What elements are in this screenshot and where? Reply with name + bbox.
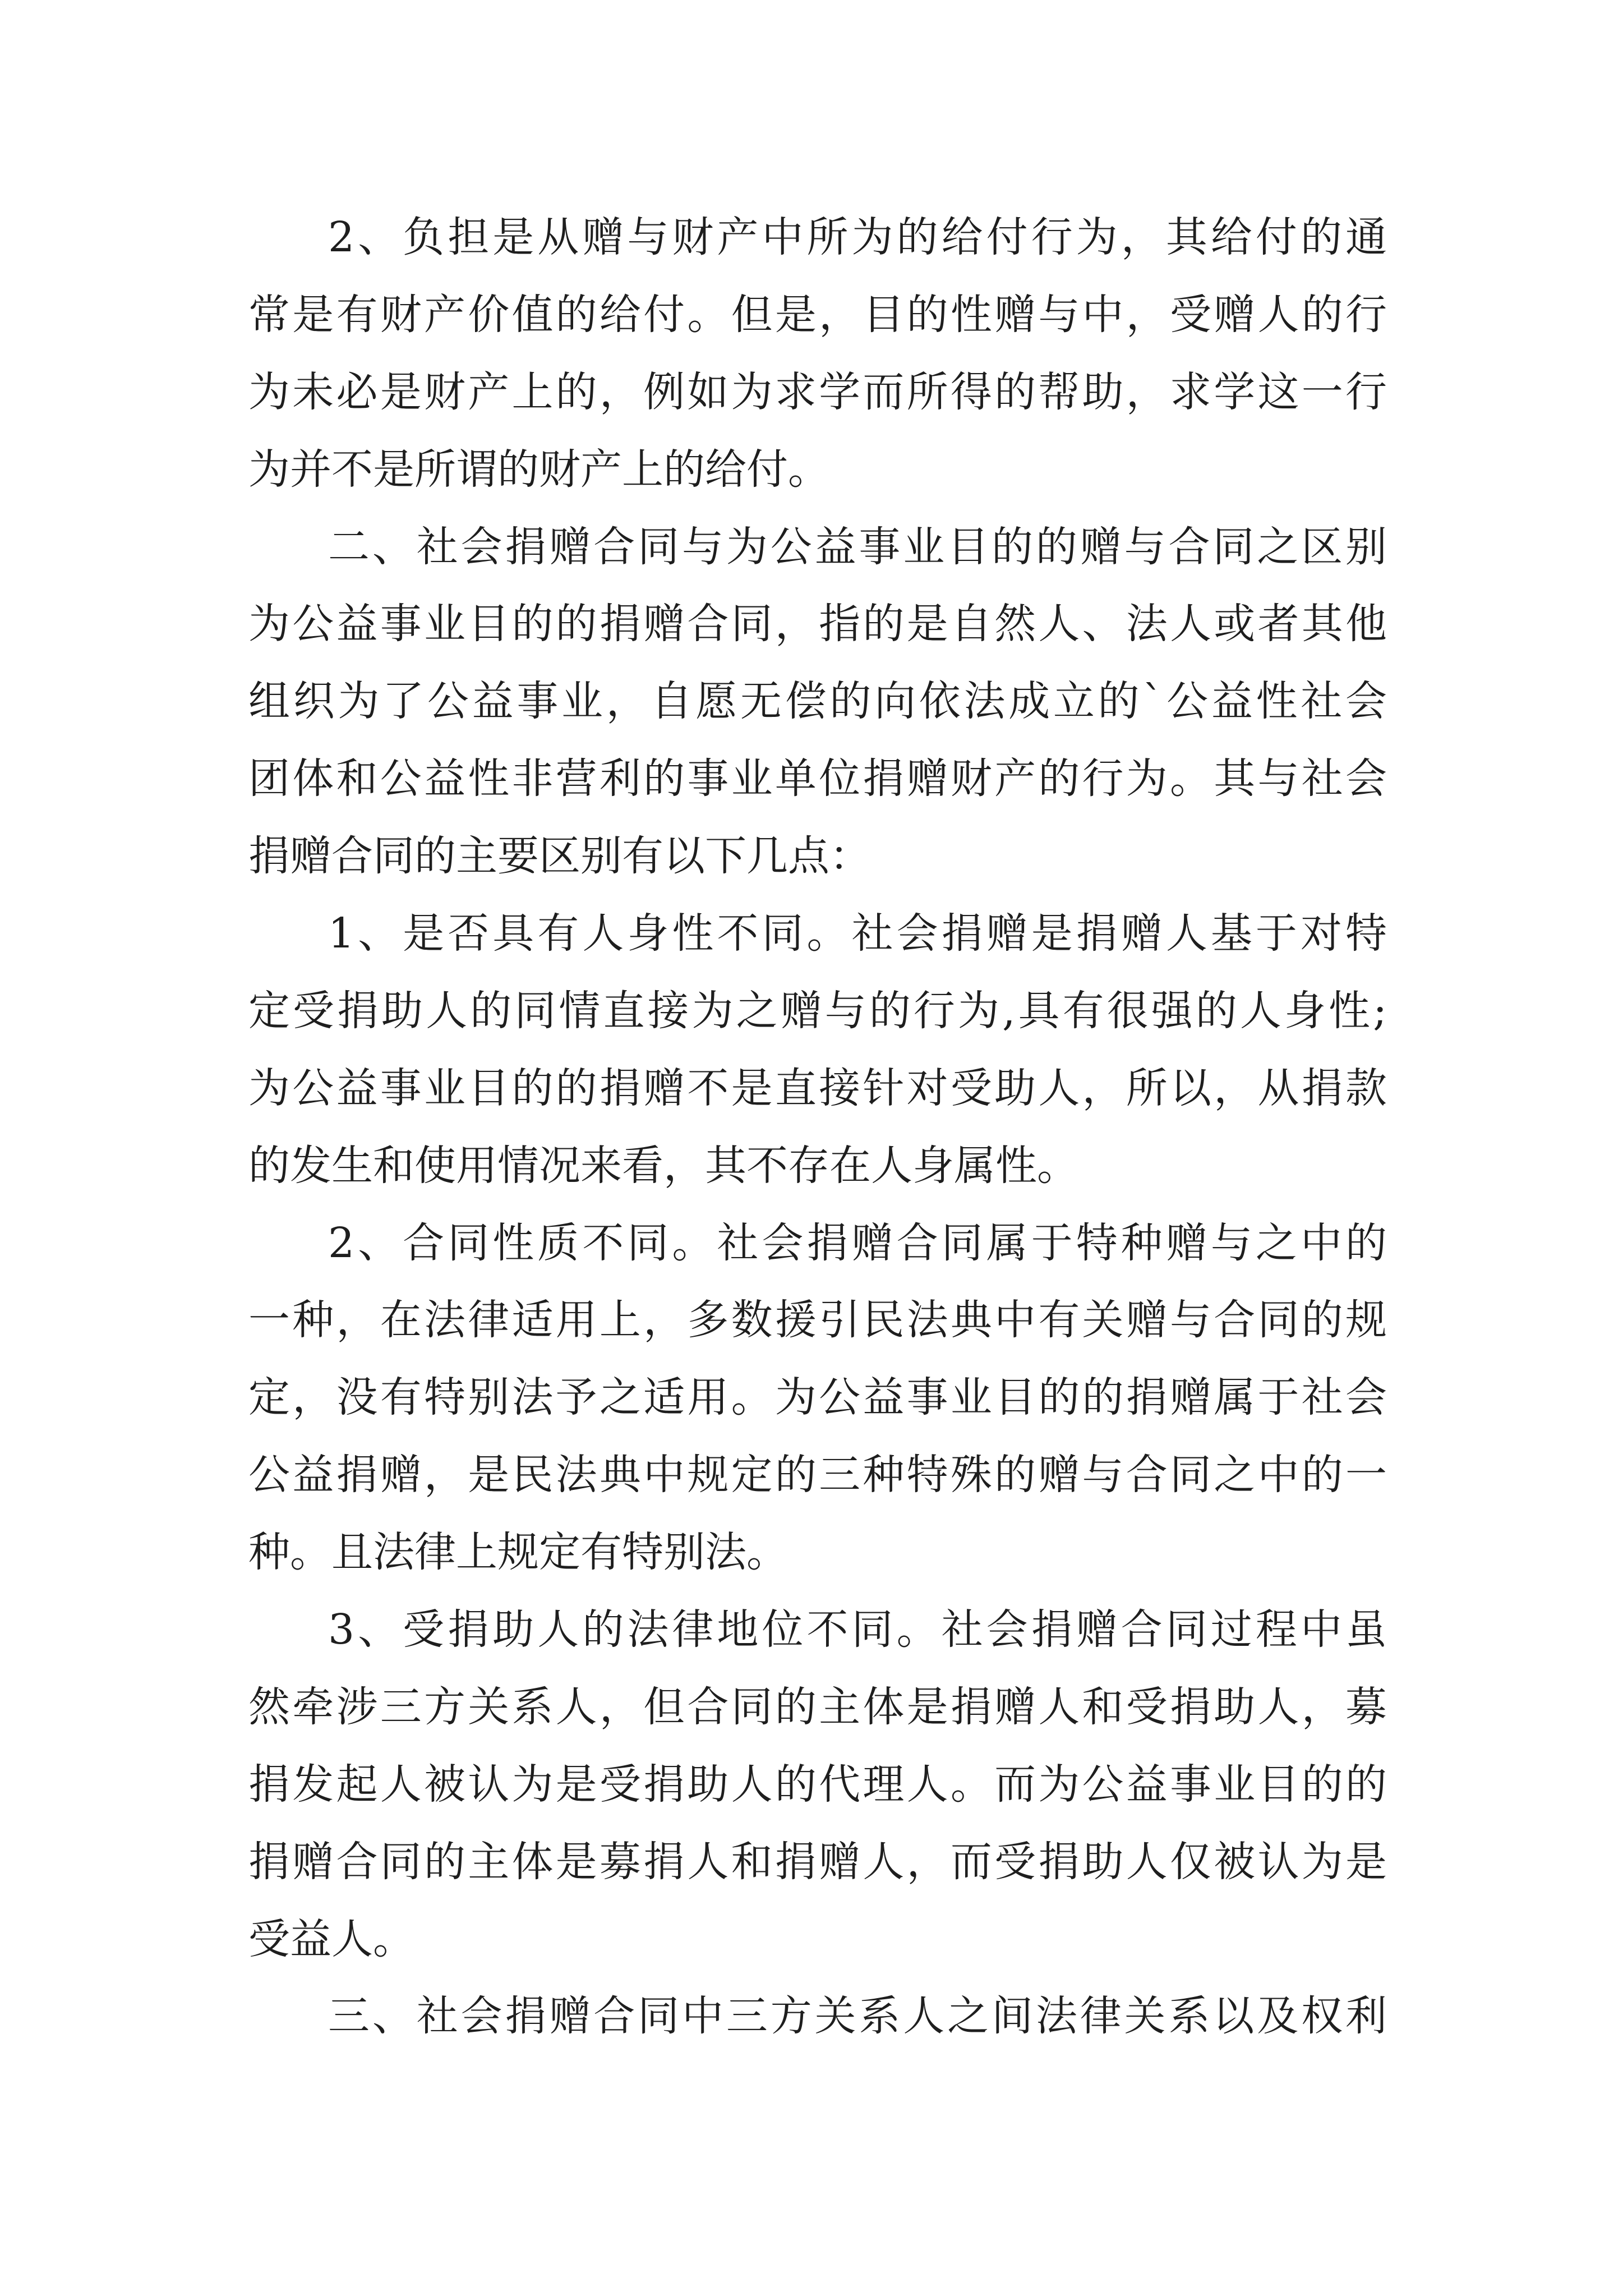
text-line: 一种，在法律适用上，多数援引民法典中有关赠与合同的规 (248, 1296, 1387, 1345)
text-line: 为未必是财产上的，例如为求学而所得的帮助，求学这一行 (248, 367, 1387, 416)
text-line: 团体和公益性非营利的事业单位捐赠财产的行为。其与社会 (248, 754, 1387, 803)
text-line: 常是有财产价值的给付。但是，目的性赠与中，受赠人的行 (248, 290, 1387, 339)
text-line: 为并不是所谓的财产上的给付。 (248, 445, 829, 494)
text-line: 定受捐助人的同情直接为之赠与的行为,具有很强的人身性; (248, 986, 1387, 1035)
text-line: 为公益事业目的的捐赠不是直接针对受助人，所以，从捐款 (248, 1064, 1387, 1112)
text-line: 三、社会捐赠合同中三方关系人之间法律关系以及权利 (328, 1992, 1387, 2041)
text-line: 捐赠合同的主体是募捐人和捐赠人，而受捐助人仅被认为是 (248, 1837, 1387, 1886)
body-text (248, 199, 1387, 2055)
text-line: 3、受捐助人的法律地位不同。社会捐赠合同过程中虽 (328, 1605, 1387, 1654)
text-line: 定，没有特别法予之适用。为公益事业目的的捐赠属于社会 (248, 1373, 1387, 1422)
text-line: 公益捐赠，是民法典中规定的三种特殊的赠与合同之中的一 (248, 1451, 1387, 1499)
text-line: 二、社会捐赠合同与为公益事业目的的赠与合同之区别 (328, 522, 1387, 571)
text-line: 组织为了公益事业，自愿无偿的向依法成立的`公益性社会 (248, 677, 1387, 726)
text-line: 捐发起人被认为是受捐助人的代理人。而为公益事业目的的 (248, 1760, 1387, 1809)
text-line: 为公益事业目的的捐赠合同，指的是自然人、法人或者其他 (248, 600, 1387, 648)
text-line: 2、合同性质不同。社会捐赠合同属于特种赠与之中的 (328, 1218, 1387, 1267)
text-line: 2、负担是从赠与财产中所为的给付行为，其给付的通 (328, 213, 1387, 261)
text-line: 种。且法律上规定有特别法。 (248, 1528, 788, 1577)
text-line: 然牵涉三方关系人，但合同的主体是捐赠人和受捐助人，募 (248, 1682, 1387, 1731)
text-line: 捐赠合同的主要区别有以下几点： (248, 832, 871, 881)
text-line: 的发生和使用情况来看，其不存在人身属性。 (248, 1141, 1078, 1190)
text-line: 受益人。 (248, 1915, 414, 1963)
text-line: 1、是否具有人身性不同。社会捐赠是捐赠人基于对特 (328, 909, 1387, 958)
